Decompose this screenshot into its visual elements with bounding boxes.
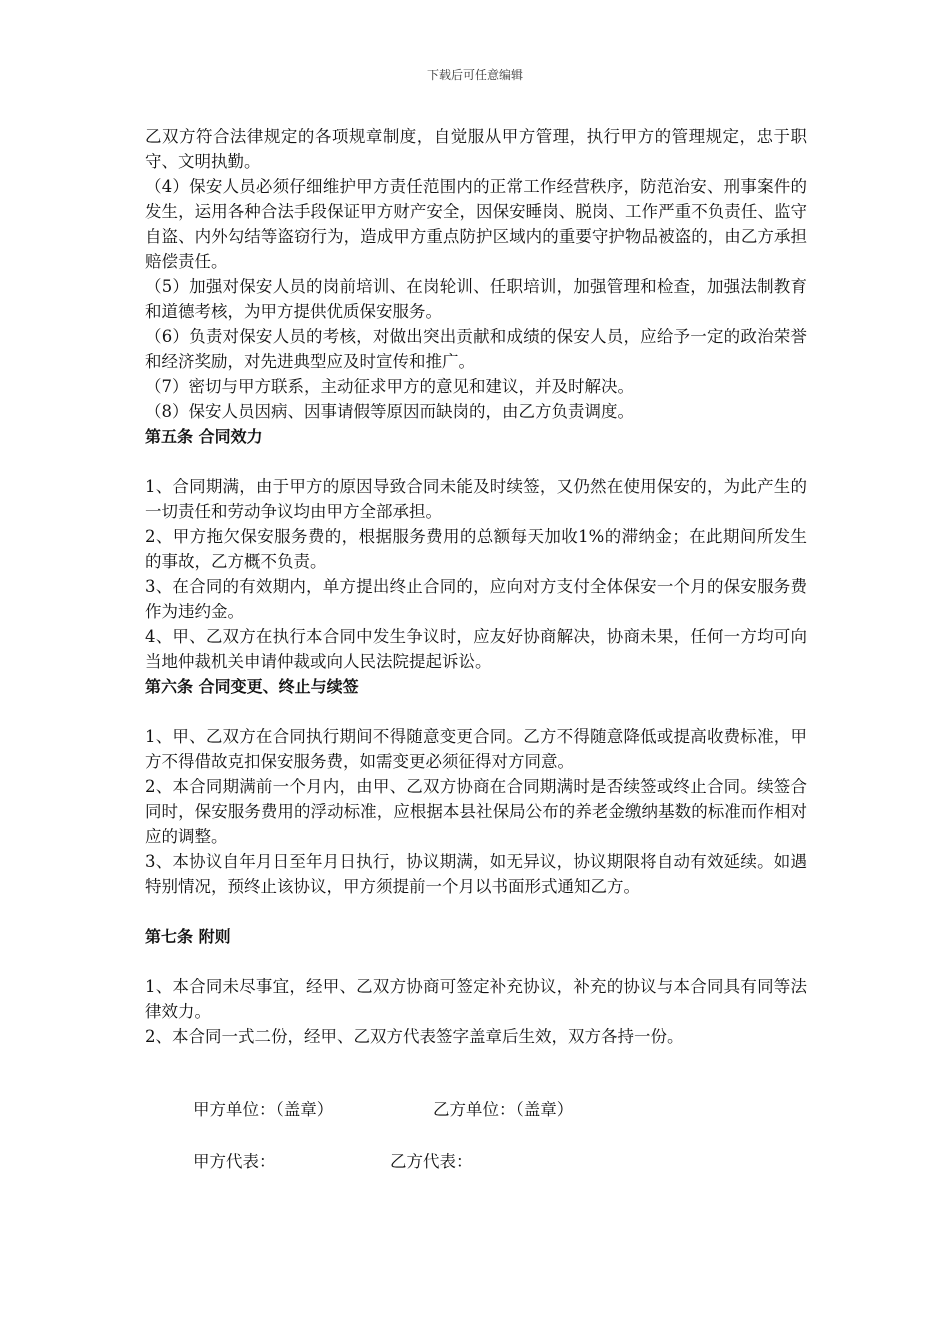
party-a-unit-label: 甲方单位：（盖章）	[193, 1100, 334, 1119]
paragraph: （7）密切与甲方联系，主动征求甲方的意见和建议，并及时解决。	[145, 377, 634, 396]
party-a-rep-label: 甲方代表：	[193, 1152, 276, 1171]
article-6-item: 2、本合同期满前一个月内，由甲、乙双方协商在合同期满时是否续签或终止合同。续签合同时，保安服务费用的浮动标准，应根据本县社保局公布的养老金缴纳基数的标准而作相对应的调整。	[145, 777, 807, 846]
paragraph: （8）保安人员因病、因事请假等原因而缺岗的，由乙方负责调度。	[145, 402, 634, 421]
article-7-heading: 第七条 附则	[145, 927, 231, 946]
page-header-note: 下载后可任意编辑	[426, 68, 523, 82]
article-5-item: 1、合同期满，由于甲方的原因导致合同未能及时续签，又仍然在使用保安的，为此产生的一切责任和劳动争议均由甲方全部承担。	[145, 477, 807, 521]
paragraph: （6）负责对保安人员的考核，对做出突出贡献和成绩的保安人员，应给予一定的政治荣誉和经济奖励，对先进典型应及时宣传和推广。	[145, 327, 807, 371]
article-7-item: 1、本合同未尽事宜，经甲、乙双方协商可签定补充协议，补充的协议与本合同具有同等法律效力。	[145, 977, 807, 1021]
article-6-heading: 第六条 合同变更、终止与续签	[145, 677, 359, 696]
article-5-heading: 第五条 合同效力	[145, 427, 263, 446]
article-6-item: 3、本协议自年月日至年月日执行，协议期满，如无异议，协议期限将自动有效延续。如遇特别情况，预终止该协议，甲方须提前一个月以书面形式通知乙方。	[145, 852, 807, 896]
article-5-item: 3、在合同的有效期内，单方提出终止合同的，应向对方支付全体保安一个月的保安服务费作为违约金。	[145, 577, 807, 621]
article-7-item: 2、本合同一式二份，经甲、乙双方代表签字盖章后生效，双方各持一份。	[145, 1027, 684, 1046]
paragraph: 乙双方符合法律规定的各项规章制度，自觉服从甲方管理，执行甲方的管理规定，忠于职守、文明执勤。	[145, 127, 807, 171]
party-b-rep-label: 乙方代表：	[390, 1152, 473, 1171]
party-b-unit-label: 乙方单位：（盖章）	[433, 1100, 574, 1119]
paragraph: （5）加强对保安人员的岗前培训、在岗轮训、任职培训，加强管理和检查，加强法制教育和道德考核，为甲方提供优质保安服务。	[145, 277, 807, 321]
contract-body	[145, 124, 807, 1049]
paragraph: （4）保安人员必须仔细维护甲方责任范围内的正常工作经营秩序，防范治安、刑事案件的发生，运用各种合法手段保证甲方财产安全，因保安睡岗、脱岗、工作严重不负责任、监守自盗、内外勾结等盗窃行为，造成甲方重点防护区域内的重要守护物品被盗的，由乙方承担赔偿责任。	[145, 177, 807, 271]
article-5-item: 4、甲、乙双方在执行本合同中发生争议时，应友好协商解决，协商未果，任何一方均可向当地仲裁机关申请仲裁或向人民法院提起诉讼。	[145, 627, 807, 671]
article-6-item: 1、甲、乙双方在合同执行期间不得随意变更合同。乙方不得随意降低或提高收费标准，甲方不得借故克扣保安服务费，如需变更必须征得对方同意。	[145, 727, 807, 771]
article-5-item: 2、甲方拖欠保安服务费的，根据服务费用的总额每天加收1%的滞纳金；在此期间所发生的事故，乙方概不负责。	[145, 527, 807, 571]
